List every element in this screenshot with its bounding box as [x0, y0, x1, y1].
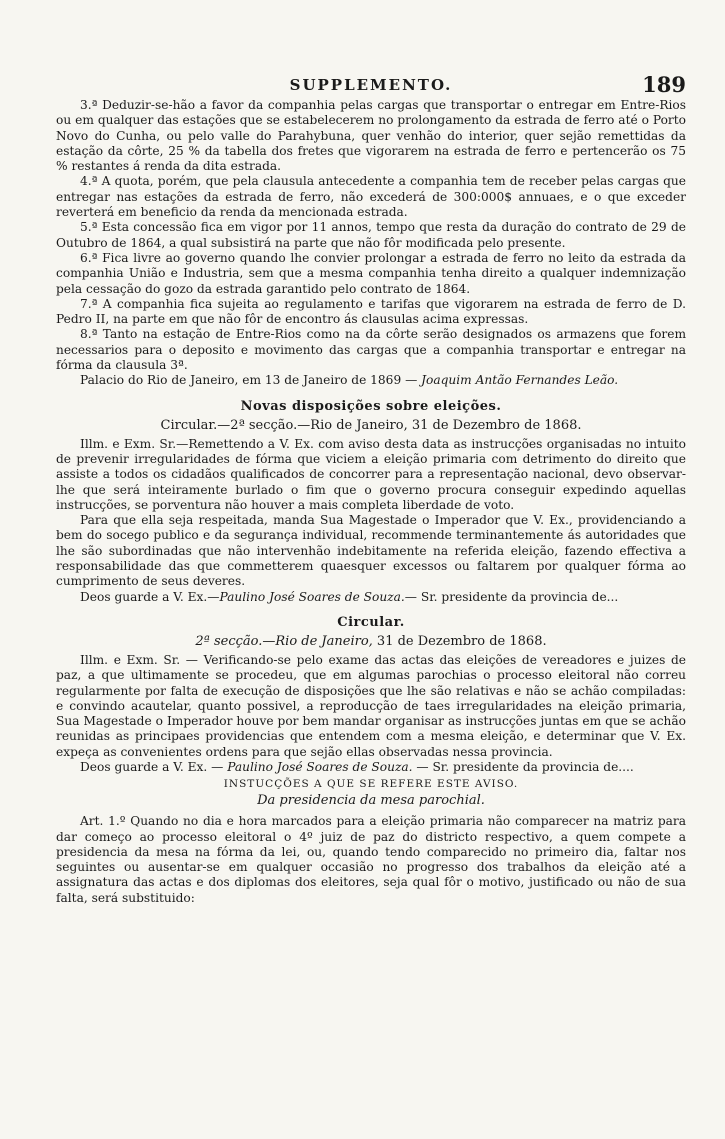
page-number: 189 [642, 72, 686, 97]
clause-4: 4.ª A quota, porém, que pela clausula antecedente a companhia tem de receber pelas cargas que entregar nas estações da estrada de ferro, não excederá de 300:000$ annuaes, e o que exceder reverterá em beneficio da renda da mencionada estrada. [56, 174, 686, 220]
section2-heading: Circular. [337, 614, 405, 630]
instructions-heading: INSTUCÇÕES A QUE SE REFERE ESTE AVISO. [223, 778, 519, 791]
instructions-subheading: Da presidencia da mesa parochial. [257, 793, 485, 809]
clause-8: 8.ª Tanto na estação de Entre-Rios como na da côrte serão designados os armazens que forem necessarios para o deposito e movimento das cargas que a companhia transportar e entregar na fórma da clausula 3ª. [56, 327, 686, 373]
section1-closing [56, 590, 686, 605]
section1-closing-pre: Deos guarde a V. Ex.— [80, 589, 220, 604]
section1-subline: Circular.—2ª secção.—Rio de Janeiro, 31 de Dezembro de 1868. [160, 417, 582, 433]
section2-subline [56, 634, 686, 649]
document-page [56, 72, 686, 906]
closing-palacio-signature: Joaquim Antão Fernandes Leão. [421, 373, 619, 388]
section2-subline-pre: 2ª secção.—Rio de Janeiro, [195, 633, 373, 649]
running-title: SUPPLEMENTO. [289, 76, 453, 94]
section1-heading: Novas disposições sobre eleições. [240, 398, 502, 414]
section1-paragraph-2: Para que ella seja respeitada, manda Sua Magestade o Imperador que V. Ex., providenciando a bem do socego publico e da segurança individual, recommende terminantemente ás autoridades que lhe são subordinadas que não intervenhão indebitamente na referida eleição, fazendo effectiva a responsabilidade das que commetterem quaesquer excessos ou faltarem por qualquer fórma ao cumprimento de seus deveres. [56, 513, 686, 589]
section2-closing [56, 760, 686, 775]
clause-7: 7.ª A companhia fica sujeita ao regulamento e tarifas que vigorarem na estrada de ferro de D. Pedro II, na parte em que não fôr de encontro ás clausulas acima expressas. [56, 296, 686, 327]
page-header [56, 72, 686, 98]
clause-5: 5.ª Esta concessão fica em vigor por 11 annos, tempo que resta da duração do contrato de 29 de Outubro de 1864, a qual subsistirá na parte que não fôr modificada pelo presente. [56, 220, 686, 250]
section2-subline-post: 31 de Dezembro de 1868. [372, 633, 547, 649]
section2-closing-post: — Sr. presidente da provincia de.... [412, 759, 634, 774]
closing-palacio [56, 373, 686, 388]
section1-closing-post: — Sr. presidente da provincia de... [404, 589, 619, 604]
clause-6: 6.ª Fica livre ao governo quando lhe convier prolongar a estrada de ferro no leito da estrada da companhia União e Industria, sem que a mesma companhia tenha direito a qualquer indemnização pela cessação do gozo da estrada garantido pelo contrato de 1864. [56, 250, 686, 296]
section2-closing-signature: Paulino José Soares de Souza. [227, 759, 413, 774]
section1-closing-signature: Paulino José Soares de Souza. [219, 589, 405, 604]
section1-paragraph-1: Illm. e Exm. Sr.—Remettendo a V. Ex. com aviso desta data as instrucções organisadas no intuito de prevenir irregularidades de fórma que viciem a eleição primaria com detrimento do direito que assiste a todos os cidadãos qualificados de concorrer para a representação nacional, devo observar-lhe que será inteiramente burlado o fim que o governo procura conseguir expedindo aquellas instrucções, se porventura não houver a mais completa liberdade de voto. [56, 436, 686, 512]
article-1: Art. 1.º Quando no dia e hora marcados para a eleição primaria não comparecer na matriz para dar começo ao processo eleitoral o 4º juiz de paz do districto respectivo, a quem compete a presidencia da mesa na fórma da lei, ou, quando tendo comparecido no primeiro dia, faltar nos seguintes ou ausentar-se em qualquer occasião no progresso dos trabalhos da eleição até a assignatura das actas e dos diplomas dos eleitores, seja qual fôr o motivo, justificado ou não de sua falta, será substituido: [56, 814, 686, 905]
closing-palacio-text: Palacio do Rio de Janeiro, em 13 de Janeiro de 1869 — [80, 373, 422, 388]
clause-3: 3.ª Deduzir-se-hão a favor da companhia pelas cargas que transportar o entregar em Entre-Rios ou em qualquer das estações que se estabelecerem no prolongamento da estrada de ferro até o Porto Novo do Cunha, ou pelo valle do Parahybuna, quer venhão do interior, quer sejão remettidas da estação da côrte, 25 % da tabella dos fretes que vigorarem na estrada de ferro e pertencerão os 75 % restantes á renda da dita estrada. [56, 98, 686, 174]
section2-paragraph: Illm. e Exm. Sr. — Verificando-se pelo exame das actas das eleições de vereadores e juizes de paz, a que ultimamente se procedeu, que em algumas parochias o processo eleitoral não correu regularmente por falta de execução de disposições que lhe são relativas e não se achão compiladas: e convindo acautelar, quanto possivel, a reproducção de taes irregularidades na eleição primaria, Sua Magestade o Imperador houve por bem mandar organisar as instrucções juntas em que se achão reunidas as principaes providencias que entendem com a mesma eleição, e determinar que V. Ex. expeça as convenientes ordens para que sejão ellas observadas nessa provincia. [56, 652, 686, 759]
section2-closing-pre: Deos guarde a V. Ex. — [80, 759, 228, 774]
